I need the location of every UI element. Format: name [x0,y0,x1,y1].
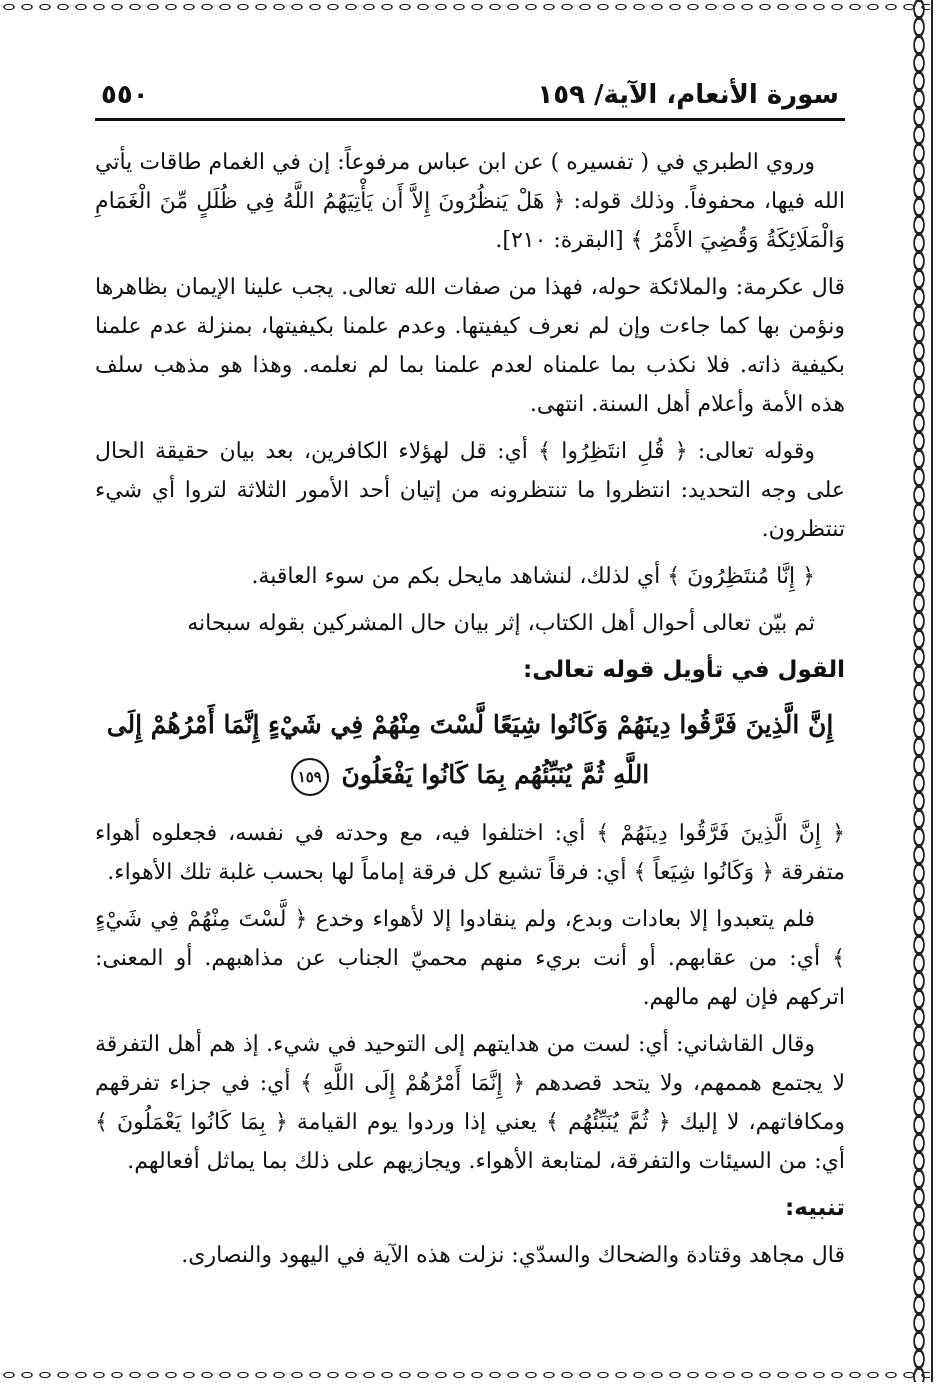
note-heading: تنبيه: [785,1195,845,1221]
page-content [95,143,845,1275]
decorative-border-line [931,0,933,1382]
paragraph-qashani: وقال القاشاني: أي: لست من هدايتهم إلى التوحيد في شيء. إذ هم أهل التفرقة لا يجتمع هممهم، ولا يتحد قصدهم ﴿ إِنَّمَا أَمْرُهُمْ إِلَى اللَّهِ ﴾ أي: في جزاء تفرقهم ومكافاتهم، لا إليك ﴿ ثُمَّ يُنَبِّئُهُم ﴾ يعني إذا وردوا يوم القيامة ﴿ بِمَا كَانُوا يَعْمَلُونَ ﴾ أي: من السيئات والتفرقة، لمتابعة الأهواء. ويجازيهم على ذلك بما يماثل أفعالهم. [95,1032,845,1174]
paragraph-ikrimah: قال عكرمة: والملائكة حوله، فهذا من صفات الله تعالى. يجب علينا الإيمان بظاهرها ونؤمن بها كما جاءت وإن لم نعرف كيفيتها. وعدم علمنا بكيفيتها، بمنزلة عدم علمنا بكيفية ذاته. فلا نكذب بما علمناه لعدم علمنا بما لم نعلمه. وهذا هو مذهب سلف هذه الأمة وأعلام أهل السنة. انتهى. [95,275,845,417]
paragraph-lasta-minhum: فلم يتعبدوا إلا بعادات وبدع، ولم ينقادوا إلا لأهواء وخدع ﴿ لَّسْتَ مِنْهُمْ فِي شَيْءٍ ﴾ أي: من عقابهم. أو أنت بريء منهم محميّ الجناب عن مذاهبهم. أو المعنى: اتركهم فإن لهم مالهم. [95,907,845,1010]
section-heading: القول في تأويل قوله تعالى: [523,657,845,683]
decorative-border-bottom [0,1368,930,1382]
paragraph-tabari: وروي الطبري في ( تفسيره ) عن ابن عباس مرفوعاً: إن في الغمام طاقات يأتي الله فيها، محفوفاً. وذلك قوله: ﴿ هَلْ يَنظُرُونَ إِلاَّ أَن يَأْتِيَهُمُ اللَّهُ فِي ظُلَلٍ مِّنَ الْغَمَامِ وَالْمَلَائِكَةُ وَقُضِيَ الأَمْرُ ﴾ [البقرة: ٢١٠]. [95,150,845,253]
paragraph-transition: ثم بيّن تعالى أحوال أهل الكتاب، إثر بيان حال المشركين بقوله سبحانه [187,611,815,636]
page [95,70,845,1283]
paragraph-inna-muntadhirun: ﴿ إِنَّا مُنتَظِرُونَ ﴾ أي لذلك، لنشاهد مايحل بكم من سوء العاقبة. [251,564,815,589]
decorative-border-right [908,0,930,1382]
paragraph-qul-intadhiru: وقوله تعالى: ﴿ قُلِ انتَظِرُوا ﴾ أي: قل لهؤلاء الكافرين، بعد بيان حقيقة الحال على وجه التحديد: انتظروا ما تنتظرونه من إتيان أحد الأمور الثلاثة لتروا أي شيء تنتظرون. [95,439,845,542]
verse-text: إِنَّ الَّذِينَ فَرَّقُوا دِينَهُمْ وَكَانُوا شِيَعًا لَّسْتَ مِنْهُمْ فِي شَيْءٍ إِنَّمَا أَمْرُهُمْ إِلَى اللَّهِ ثُمَّ يُنَبِّئُهُم بِمَا كَانُوا يَفْعَلُونَ [106,710,834,789]
verse-number-marker: ١٥٩ [291,758,329,796]
running-header [95,70,845,121]
paragraph-note: قال مجاهد وقتادة والضحاك والسدّي: نزلت هذه الآية في اليهود والنصارى. [181,1243,845,1268]
quran-verse [105,700,835,800]
paragraph-farraqu: ﴿ إِنَّ الَّذِينَ فَرَّقُوا دِينَهُمْ ﴾ أي: اختلفوا فيه، مع وحدته في نفسه، فجعلوه أهواء متفرقة ﴿ وَكَانُوا شِيَعاً ﴾ أي: فرقاً تشيع كل فرقة إماماً لها بحسب غلبة تلك الأهواء. [95,821,845,885]
section-title: سورة الأنعام، الآية/ ١٥٩ [537,80,839,110]
decorative-border-top [0,0,930,14]
page-number: ٥٥٠ [101,80,149,110]
